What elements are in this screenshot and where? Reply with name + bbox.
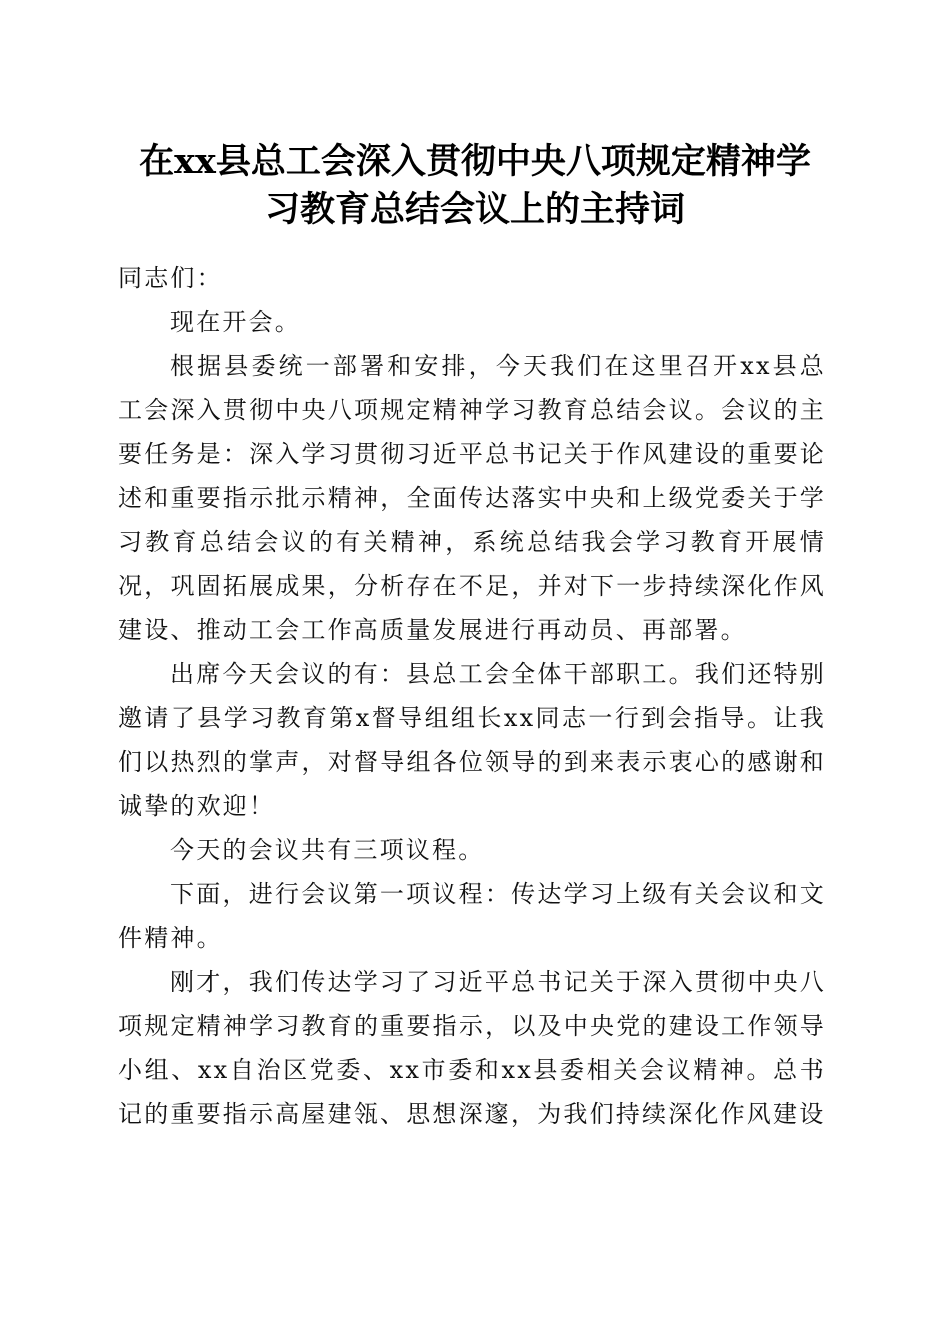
title-line-2: 习教育总结会议上的主持词 [264, 189, 685, 230]
paragraph-summary: 刚才，我们传达学习了习近平总书记关于深入贯彻中央八项规定精神学习教育的重要指示，以及中央党的建设工作领导小组、xx自治区党委、xx市委和xx县委相关会议精神。总书记的重要指示高屋建瓴、思想深邃，为我们持续深化作风建设 [118, 968, 826, 1128]
paragraph-agenda: 今天的会议共有三项议程。 [170, 836, 485, 864]
document-body [118, 256, 826, 1136]
paragraph-agenda-item-1: 下面，进行会议第一项议程：传达学习上级有关会议和文件精神。 [118, 880, 826, 952]
title-line-1: 在xx县总工会深入贯彻中央八项规定精神学 [139, 141, 811, 182]
document-title [110, 138, 840, 234]
paragraph-attendees: 出席今天会议的有：县总工会全体干部职工。我们还特别邀请了县学习教育第x督导组组长xx同志一行到会指导。让我们以热烈的掌声，对督导组各位领导的到来表示衷心的感谢和诚挚的欢迎！ [118, 660, 826, 820]
paragraph-opening: 现在开会。 [170, 308, 301, 336]
salutation: 同志们： [118, 264, 223, 292]
paragraph-purpose: 根据县委统一部署和安排，今天我们在这里召开xx县总工会深入贯彻中央八项规定精神学习教育总结会议。会议的主要任务是：深入学习贯彻习近平总书记关于作风建设的重要论述和重要指示批示精神，全面传达落实中央和上级党委关于学习教育总结会议的有关精神，系统总结我会学习教育开展情况，巩固拓展成果，分析存在不足，并对下一步持续深化作风建设、推动工会工作高质量发展进行再动员、再部署。 [118, 352, 826, 644]
